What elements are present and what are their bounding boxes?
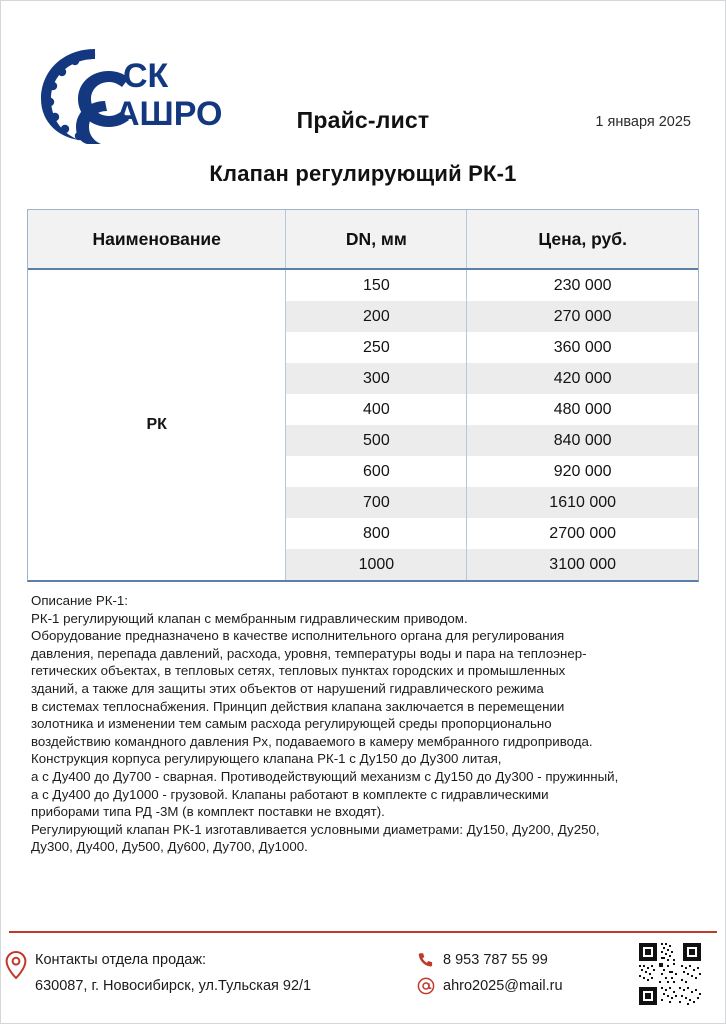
logo-text-line1: СК bbox=[123, 57, 169, 95]
address-row bbox=[35, 973, 311, 999]
column-header-dn: DN, мм bbox=[286, 210, 467, 269]
description-line: Конструкция корпуса регулирующего клапана РК-1 с Ду150 до Ду300 литая, bbox=[31, 751, 502, 767]
document-footer bbox=[9, 931, 717, 1015]
price-table bbox=[28, 210, 698, 580]
cell-price: 480 000 bbox=[553, 400, 612, 418]
cell-dn: 700 bbox=[286, 487, 467, 518]
company-address: 630087, г. Новосибирск, ул.Тульская 92/1 bbox=[35, 978, 312, 994]
cell-price: 230 000 bbox=[553, 276, 612, 294]
description-line: Регулирующий клапан РК-1 изготавливается условными диаметрами: Ду150, Ду200, Ду250, bbox=[31, 821, 600, 837]
page-title: Прайс-лист bbox=[296, 107, 430, 133]
document-header bbox=[9, 9, 717, 149]
cell-dn: 1000 bbox=[286, 549, 467, 580]
sales-label-row bbox=[35, 947, 311, 973]
description-line: приборами типа РД -3М (в комплект поставки не входят). bbox=[31, 804, 385, 820]
email-address: ahro2025@mail.ru bbox=[443, 978, 563, 994]
contacts-right bbox=[417, 947, 563, 999]
description-line: гетических объектах, в тепловых сетях, тепловых пунктах городских и промышленных bbox=[31, 663, 566, 679]
description-line: Ду300, Ду400, Ду500, Ду600, Ду700, Ду1000. bbox=[31, 839, 308, 855]
cell-dn: 250 bbox=[286, 332, 467, 363]
qr-code[interactable] bbox=[637, 941, 703, 1007]
logo-text-line2: АШРО bbox=[115, 95, 223, 133]
cell-price: 360 000 bbox=[553, 338, 612, 356]
description-line: в системах теплоснабжения. Принцип действия клапана заключается в перемещении bbox=[31, 698, 565, 714]
email-row[interactable] bbox=[417, 973, 563, 999]
location-pin-icon bbox=[5, 951, 27, 988]
description-heading: Описание РК-1: bbox=[31, 593, 129, 608]
description-line: воздействию командного давления Рх, подаваемого в камеру мембранного гидропривода. bbox=[31, 733, 593, 749]
contacts-left bbox=[35, 947, 311, 999]
product-name-cell: РК bbox=[28, 269, 286, 580]
document-date: 1 января 2025 bbox=[595, 114, 691, 130]
cell-price: 920 000 bbox=[553, 462, 612, 480]
phone-row[interactable] bbox=[417, 947, 563, 973]
cell-dn: 150 bbox=[286, 269, 467, 301]
cell-dn: 400 bbox=[286, 394, 467, 425]
sales-contacts-label: Контакты отдела продаж: bbox=[35, 952, 207, 968]
sheet bbox=[9, 9, 717, 1015]
table-header-row bbox=[28, 210, 698, 269]
cell-price: 3100 000 bbox=[467, 549, 698, 580]
cell-dn: 300 bbox=[286, 363, 467, 394]
cell-price: 420 000 bbox=[467, 363, 698, 394]
description-line: РК-1 регулирующий клапан с мембранным гидравлическим приводом. bbox=[31, 610, 468, 626]
table-row bbox=[28, 269, 698, 301]
description-line: а с Ду400 до Ду1000 - грузовой. Клапаны работают в комплекте с гидравлическими bbox=[31, 786, 549, 802]
description-block bbox=[31, 592, 697, 856]
description-line: Оборудование предназначено в качестве исполнительного органа для регулирования bbox=[31, 628, 565, 644]
column-header-price: Цена, руб. bbox=[467, 210, 698, 269]
description-line: давления, перепада давлений, расхода, уровня, температуры воды и пара на теплоэнер- bbox=[31, 645, 587, 661]
cell-dn: 200 bbox=[286, 301, 467, 332]
cell-price: 840 000 bbox=[467, 425, 698, 456]
description-line: а с Ду400 до Ду700 - сварная. Противодействующий механизм с Ду150 до Ду300 - пружинный, bbox=[31, 768, 619, 784]
cell-dn: 800 bbox=[286, 518, 467, 549]
product-title: Клапан регулирующий РК-1 bbox=[209, 161, 517, 186]
price-table-wrapper bbox=[27, 209, 699, 582]
phone-icon bbox=[417, 951, 435, 969]
cell-dn: 600 bbox=[286, 456, 467, 487]
phone-number: 8 953 787 55 99 bbox=[443, 952, 548, 968]
cell-price: 1610 000 bbox=[467, 487, 698, 518]
cell-price: 270 000 bbox=[467, 301, 698, 332]
email-icon bbox=[417, 977, 435, 995]
cell-dn: 500 bbox=[286, 425, 467, 456]
column-header-name: Наименование bbox=[28, 210, 286, 269]
description-line: золотника и изменении тем самым расхода регулирующей среды пропорционально bbox=[31, 716, 552, 732]
cell-price: 2700 000 bbox=[549, 524, 617, 542]
description-line: зданий, а также для защиты этих объектов от нарушений гидравлического режима bbox=[31, 680, 544, 696]
